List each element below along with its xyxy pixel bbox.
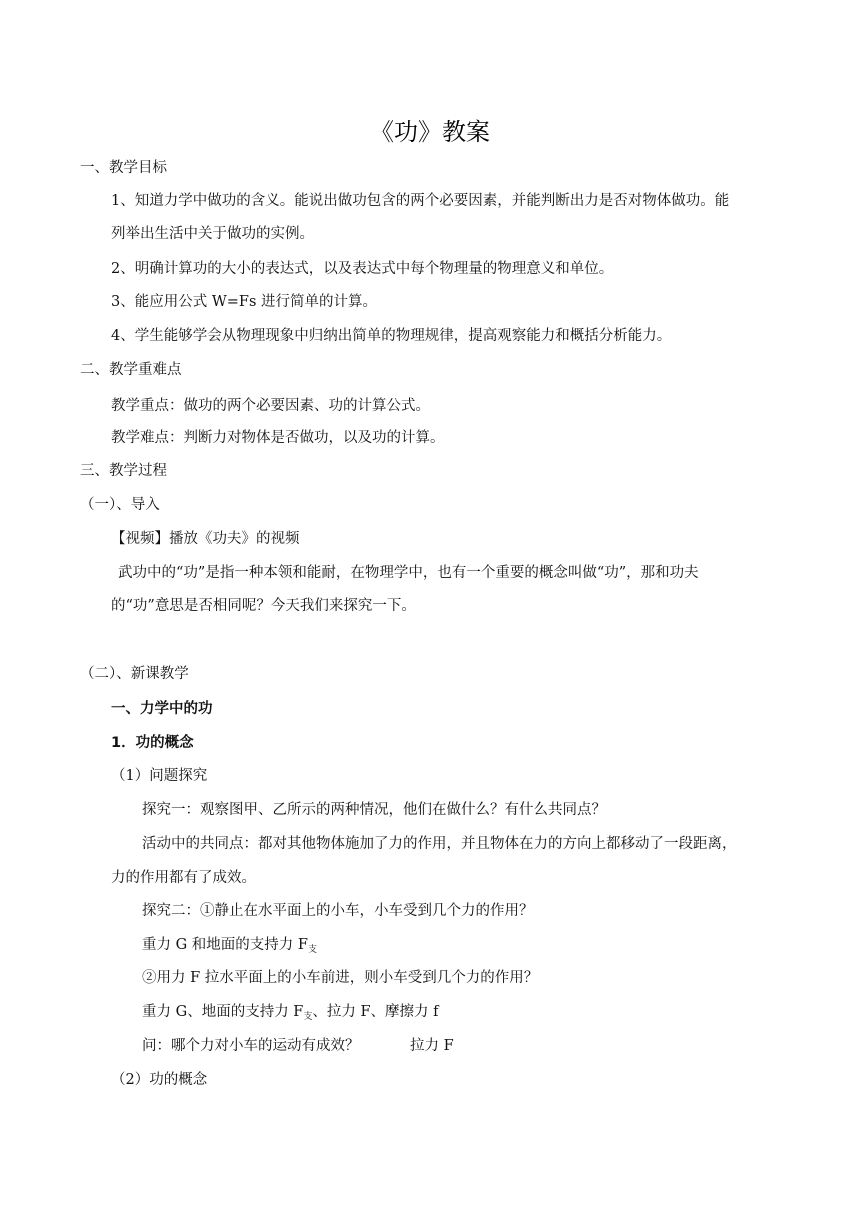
question-2: ②用力 F 拉水平面上的小车前进，则小车受到几个力的作用？ <box>142 970 539 986</box>
objective-4: 4、学生能够学会从物理现象中归纳出简单的物理规律，提高观察能力和概括分析能力。 <box>111 328 672 344</box>
answer-2-text-b: 、拉力 F、摩擦力 f <box>312 1004 439 1020</box>
section-heading-key-points: 二、教学重难点 <box>80 362 182 378</box>
common-point-line-2: 力的作用都有了成效。 <box>111 870 256 886</box>
difficult-point: 教学难点：判断力对物体是否做功，以及功的计算。 <box>111 430 445 446</box>
objective-2: 2、明确计算功的大小的表达式，以及表达式中每个物理量的物理意义和单位。 <box>111 261 614 277</box>
subsection-concept-of-work: 1．功的概念 <box>111 735 194 751</box>
intro-paragraph-line-2: 的“功”意思是否相同呢？今天我们来探究一下。 <box>111 598 416 614</box>
section-heading-process: 三、教学过程 <box>80 463 167 479</box>
answer-2-text-a: 重力 G、地面的支持力 F <box>142 1004 304 1020</box>
common-point-line-1: 活动中的共同点：都对其他物体施加了力的作用，并且物体在力的方向上都移动了一段距离， <box>142 836 737 852</box>
objective-3: 3、能应用公式 W=Fs 进行简单的计算。 <box>111 294 377 310</box>
question-3: 问：哪个力对小车的运动有成效？ <box>142 1038 360 1054</box>
answer-1 <box>142 935 317 960</box>
subsection-work-in-mechanics: 一、力学中的功 <box>111 701 213 717</box>
part-heading-new-lesson: （二）、新课教学 <box>80 666 189 682</box>
part-heading-intro: （一）、导入 <box>80 497 160 513</box>
support-subscript-2: 支 <box>303 1012 313 1022</box>
video-line: 【视频】播放《功夫》的视频 <box>111 531 300 547</box>
intro-paragraph-line-1: 武功中的“功”是指一种本领和能耐，在物理学中，也有一个重要的概念叫做“功”，那和功夫 <box>118 565 699 581</box>
objective-1-line-1: 1、知道力学中做功的含义。能说出做功包含的两个必要因素，并能判断出力是否对物体做功。能 <box>111 193 730 209</box>
explore-1: 探究一：观察图甲、乙所示的两种情况，他们在做什么？有什么共同点？ <box>142 802 606 818</box>
document-title: 《功》教案 <box>370 118 490 146</box>
support-subscript: 支 <box>307 945 317 955</box>
objective-1-line-2: 列举出生活中关于做功的实例。 <box>111 226 314 242</box>
question-explore-heading: （1）问题探究 <box>111 768 208 784</box>
concept-heading: （2）功的概念 <box>111 1072 208 1088</box>
section-heading-objectives: 一、教学目标 <box>80 160 167 176</box>
explore-2: 探究二：①静止在水平面上的小车，小车受到几个力的作用？ <box>142 903 534 919</box>
answer-1-text: 重力 G 和地面的支持力 F <box>142 937 308 953</box>
answer-2 <box>142 1002 439 1027</box>
key-point: 教学重点：做功的两个必要因素、功的计算公式。 <box>111 398 430 414</box>
question-3-answer: 拉力 F <box>410 1038 454 1054</box>
